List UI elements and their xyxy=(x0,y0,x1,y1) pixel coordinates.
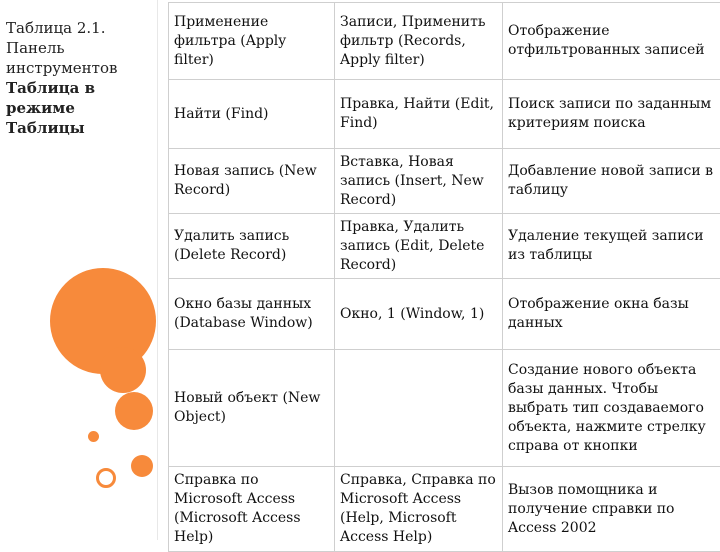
decor-circle-tiny xyxy=(88,431,99,442)
left-sidebar xyxy=(0,0,158,540)
description-cell: Вызов помощника и получение справки по Access 2002 xyxy=(503,467,720,552)
description-cell: Отображение окна базы данных xyxy=(503,279,720,350)
caption-line-1: Таблица 2.1. xyxy=(6,18,156,38)
table-row xyxy=(169,467,720,552)
button-name-cell: Окно базы данных (Database Window) xyxy=(169,279,335,350)
decor-circle-small xyxy=(115,392,153,430)
table-row xyxy=(169,279,720,350)
button-name-cell: Удалить запись (Delete Record) xyxy=(169,214,335,279)
table-row xyxy=(169,3,720,80)
caption-line-3: инструментов xyxy=(6,58,156,78)
button-name-cell: Новый объект (New Object) xyxy=(169,350,335,467)
description-cell: Добавление новой записи в таблицу xyxy=(503,149,720,214)
table-row xyxy=(169,149,720,214)
button-name-cell: Новая запись (New Record) xyxy=(169,149,335,214)
menu-command-cell: Справка, Справка по Microsoft Access (Help, Microsoft Access Help) xyxy=(335,467,503,552)
menu-command-cell: Окно, 1 (Window, 1) xyxy=(335,279,503,350)
decor-ring xyxy=(96,468,116,488)
menu-command-cell: Правка, Найти (Edit, Find) xyxy=(335,80,503,149)
description-cell: Создание нового объекта базы данных. Чтобы выбрать тип создаваемого объекта, нажмите стрелку справа от кнопки xyxy=(503,350,720,467)
caption-line-5: режиме xyxy=(6,98,156,118)
table-row xyxy=(169,80,720,149)
toolbar-commands-table xyxy=(168,2,720,552)
decor-circle-medium xyxy=(100,347,146,393)
menu-command-cell: Вставка, Новая запись (Insert, New Record) xyxy=(335,149,503,214)
button-name-cell: Найти (Find) xyxy=(169,80,335,149)
description-cell: Удаление текущей записи из таблицы xyxy=(503,214,720,279)
caption-line-4: Таблица в xyxy=(6,78,156,98)
description-cell: Отображение отфильтрованных записей xyxy=(503,3,720,80)
caption-line-6: Таблицы xyxy=(6,118,156,138)
decor-circle-small-2 xyxy=(131,455,153,477)
table-row xyxy=(169,214,720,279)
button-name-cell: Справка по Microsoft Access (Microsoft Access Help) xyxy=(169,467,335,552)
table-row xyxy=(169,350,720,467)
menu-command-cell: Записи, Применить фильтр (Records, Apply filter) xyxy=(335,3,503,80)
table-caption xyxy=(6,18,156,138)
menu-command-cell: Правка, Удалить запись (Edit, Delete Record) xyxy=(335,214,503,279)
menu-command-cell xyxy=(335,350,503,467)
caption-line-2: Панель xyxy=(6,38,156,58)
button-name-cell: Применение фильтра (Apply filter) xyxy=(169,3,335,80)
description-cell: Поиск записи по заданным критериям поиска xyxy=(503,80,720,149)
